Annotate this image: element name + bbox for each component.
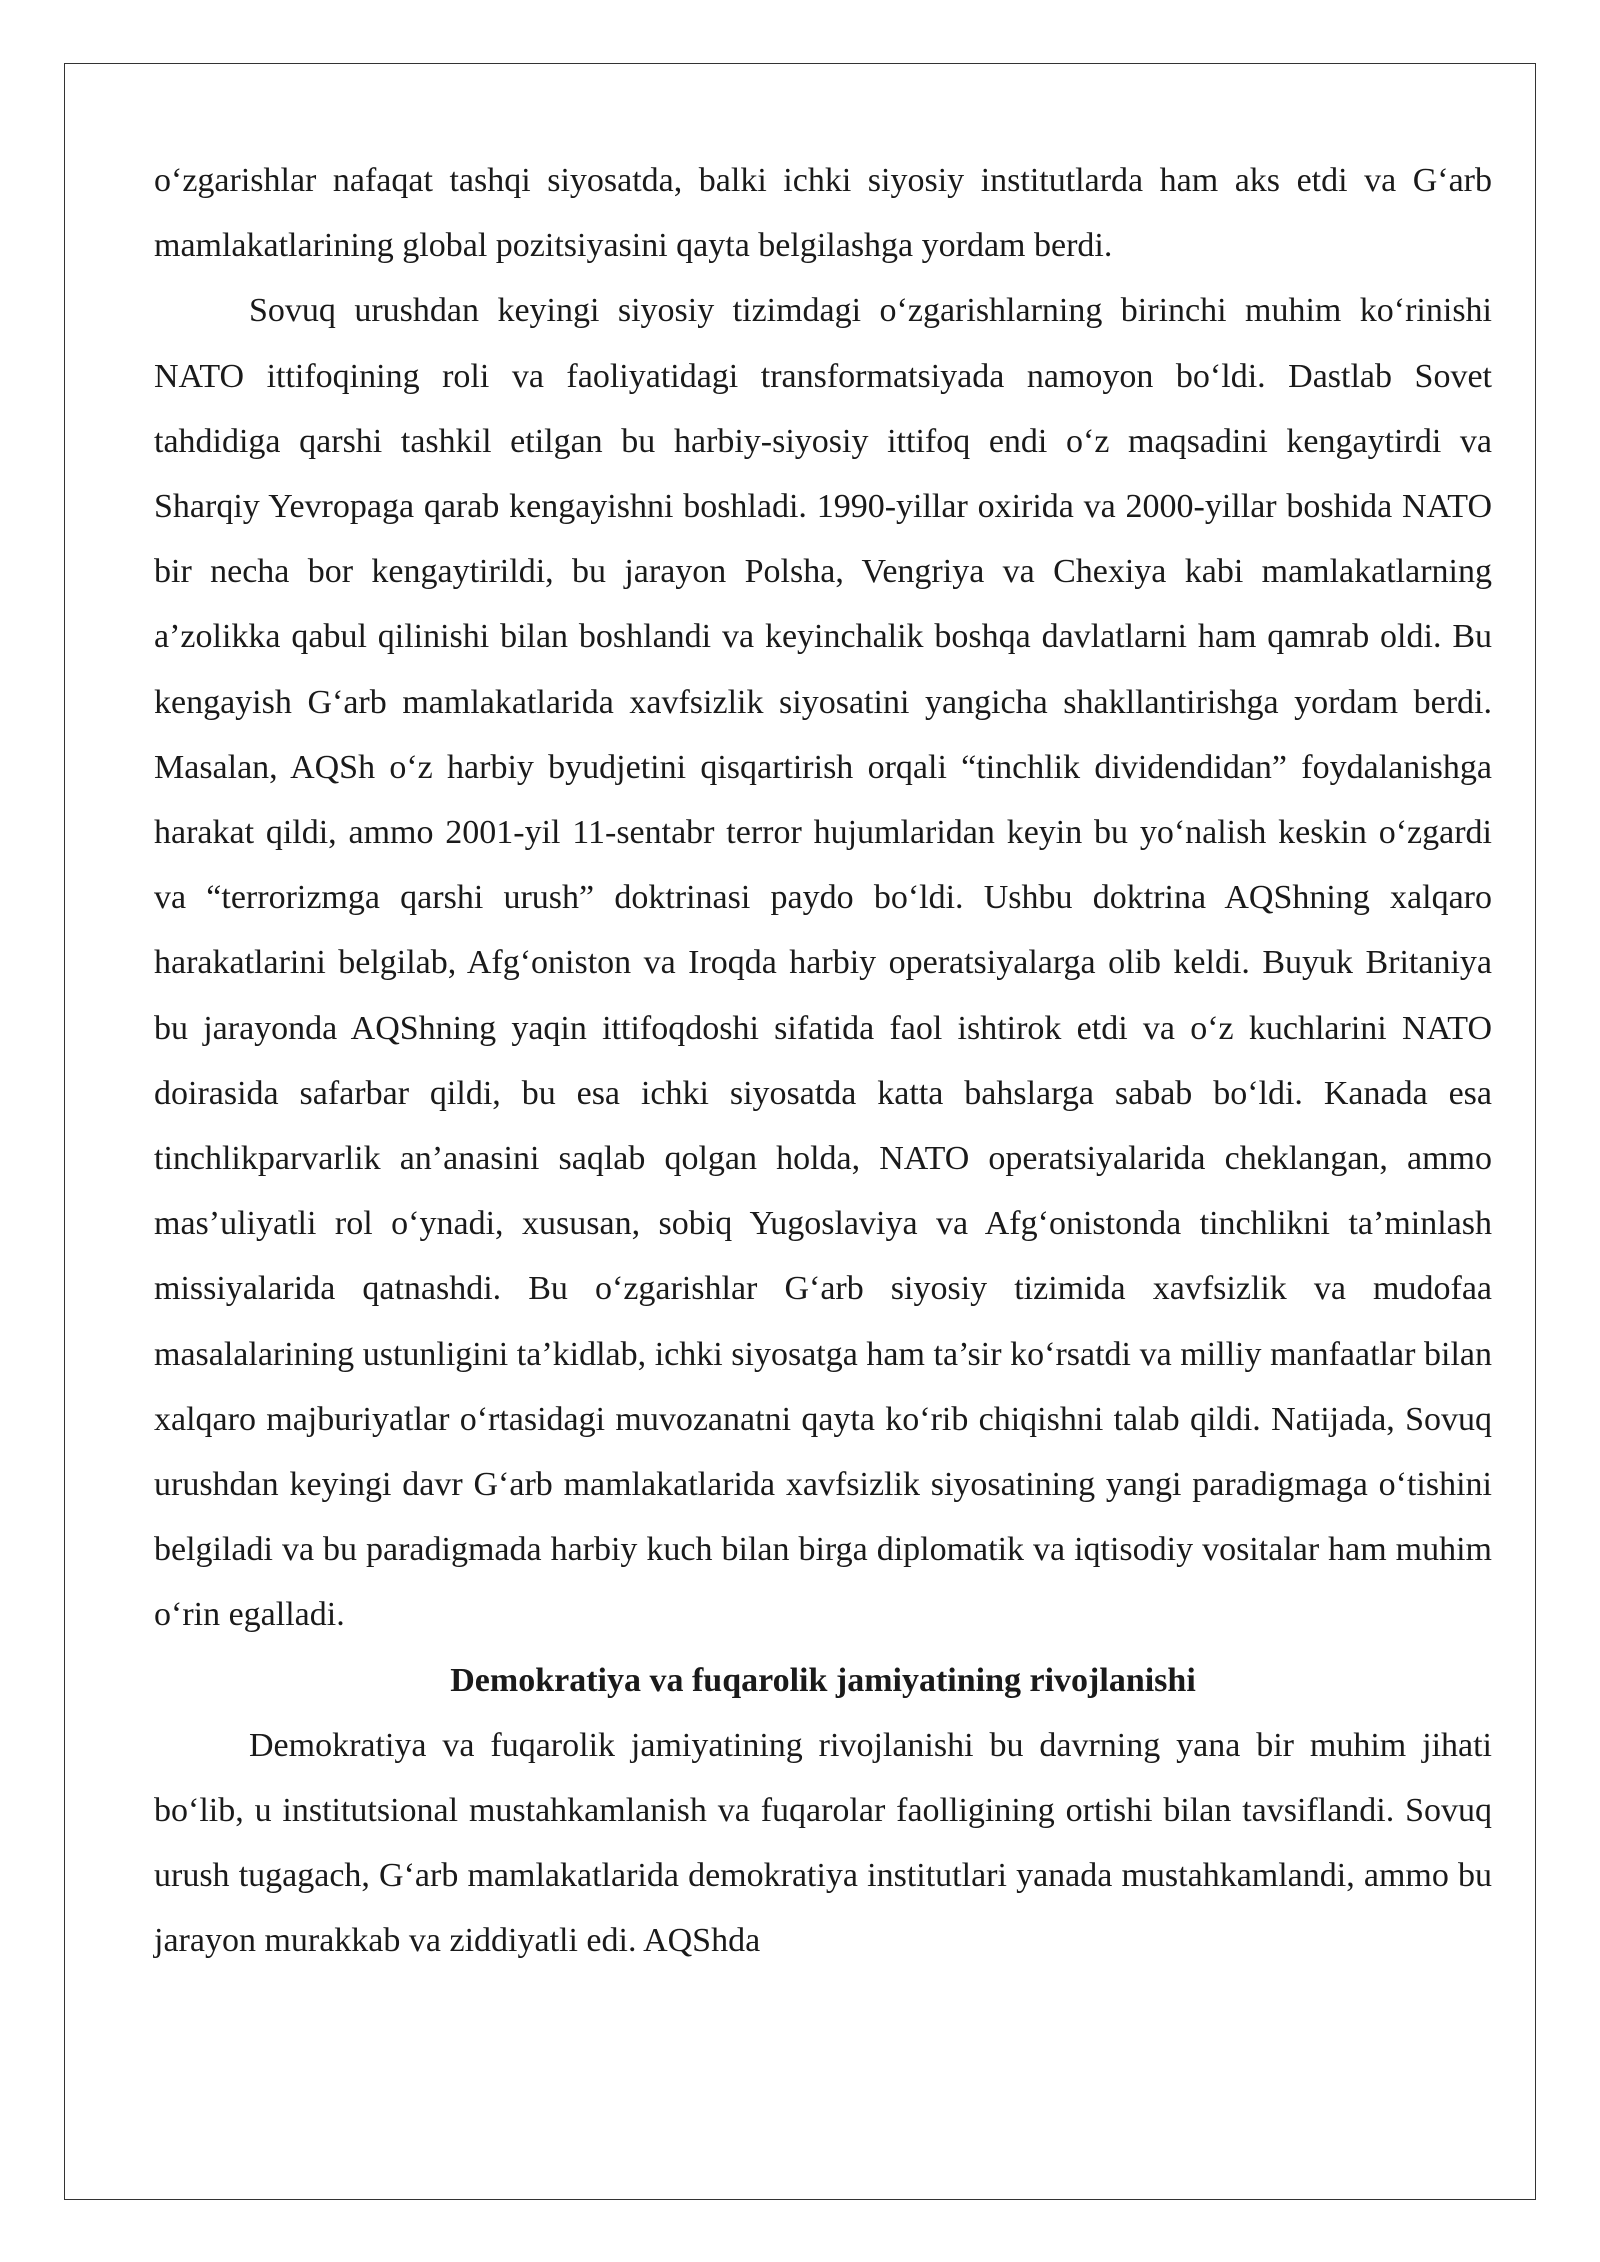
paragraph-democracy: Demokratiya va fuqarolik jamiyatining rivojlanishi bu davrning yana bir muhim jihati bo‘lib, u institutsional mustahkamlanish va fuqarolar faolligining ortishi bilan tavsiflandi. Sovuq urush tugagach, G‘arb mamlakatlarida demokratiya institutlari yanada mustahkamlandi, ammo bu jarayon murakkab va ziddiyatli edi. AQShda	[154, 1726, 1492, 1960]
section-heading: Demokratiya va fuqarolik jamiyatining rivojlanishi	[450, 1661, 1196, 1699]
document-body	[154, 148, 1492, 1974]
paragraph-continuation: o‘zgarishlar nafaqat tashqi siyosatda, balki ichki siyosiy institutlarda ham aks etdi va G‘arb mamlakatlarining global pozitsiyasini qayta belgilashga yordam berdi.	[154, 162, 1492, 265]
paragraph-nato: Sovuq urushdan keyingi siyosiy tizimdagi o‘zgarishlarning birinchi muhim ko‘rinishi NATO ittifoqining roli va faoliyatidagi transformatsiyada namoyon bo‘ldi. Dastlab Sovet tahdidiga qarshi tashkil etilgan bu harbiy-siyosiy ittifoq endi o‘z maqsadini kengaytirdi va Sharqiy Yevropaga qarab kengayishni boshladi. 1990-yillar oxirida va 2000-yillar boshida NATO bir necha bor kengaytirildi, bu jarayon Polsha, Vengriya va Chexiya kabi mamlakatlarning a’zolikka qabul qilinishi bilan boshlandi va keyinchalik boshqa davlatlarni ham qamrab oldi. Bu kengayish G‘arb mamlakatlarida xavfsizlik siyosatini yangicha shakllantirishga yordam berdi. Masalan, AQSh o‘z harbiy byudjetini qisqartirish orqali “tinchlik dividendidan” foydalanishga harakat qildi, ammo 2001-yil 11-sentabr terror hujumlaridan keyin bu yo‘nalish keskin o‘zgardi va “terrorizmga qarshi urush” doktrinasi paydo bo‘ldi. Ushbu doktrina AQShning xalqaro harakatlarini belgilab, Afg‘oniston va Iroqda harbiy operatsiyalarga olib keldi. Buyuk Britaniya bu jarayonda AQShning yaqin ittifoqdoshi sifatida faol ishtirok etdi va o‘z kuchlarini NATO doirasida safarbar qildi, bu esa ichki siyosatda katta bahslarga sabab bo‘ldi. Kanada esa tinchlikparvarlik an’anasini saqlab qolgan holda, NATO operatsiyalarida cheklangan, ammo mas’uliyatli rol o‘ynadi, xususan, sobiq Yugoslaviya va Afg‘onistonda tinchlikni ta’minlash missiyalarida qatnashdi. Bu o‘zgarishlar G‘arb siyosiy tizimida xavfsizlik va mudofaa masalalarining ustunligini ta’kidlab, ichki siyosatga ham ta’sir ko‘rsatdi va milliy manfaatlar bilan xalqaro majburiyatlar o‘rtasidagi muvozanatni qayta ko‘rib chiqishni talab qildi. Natijada, Sovuq urushdan keyingi davr G‘arb mamlakatlarida xavfsizlik siyosatining yangi paradigmaga o‘tishini belgiladi va bu paradigmada harbiy kuch bilan birga diplomatik va iqtisodiy vositalar ham muhim o‘rin egalladi.	[154, 292, 1492, 1634]
